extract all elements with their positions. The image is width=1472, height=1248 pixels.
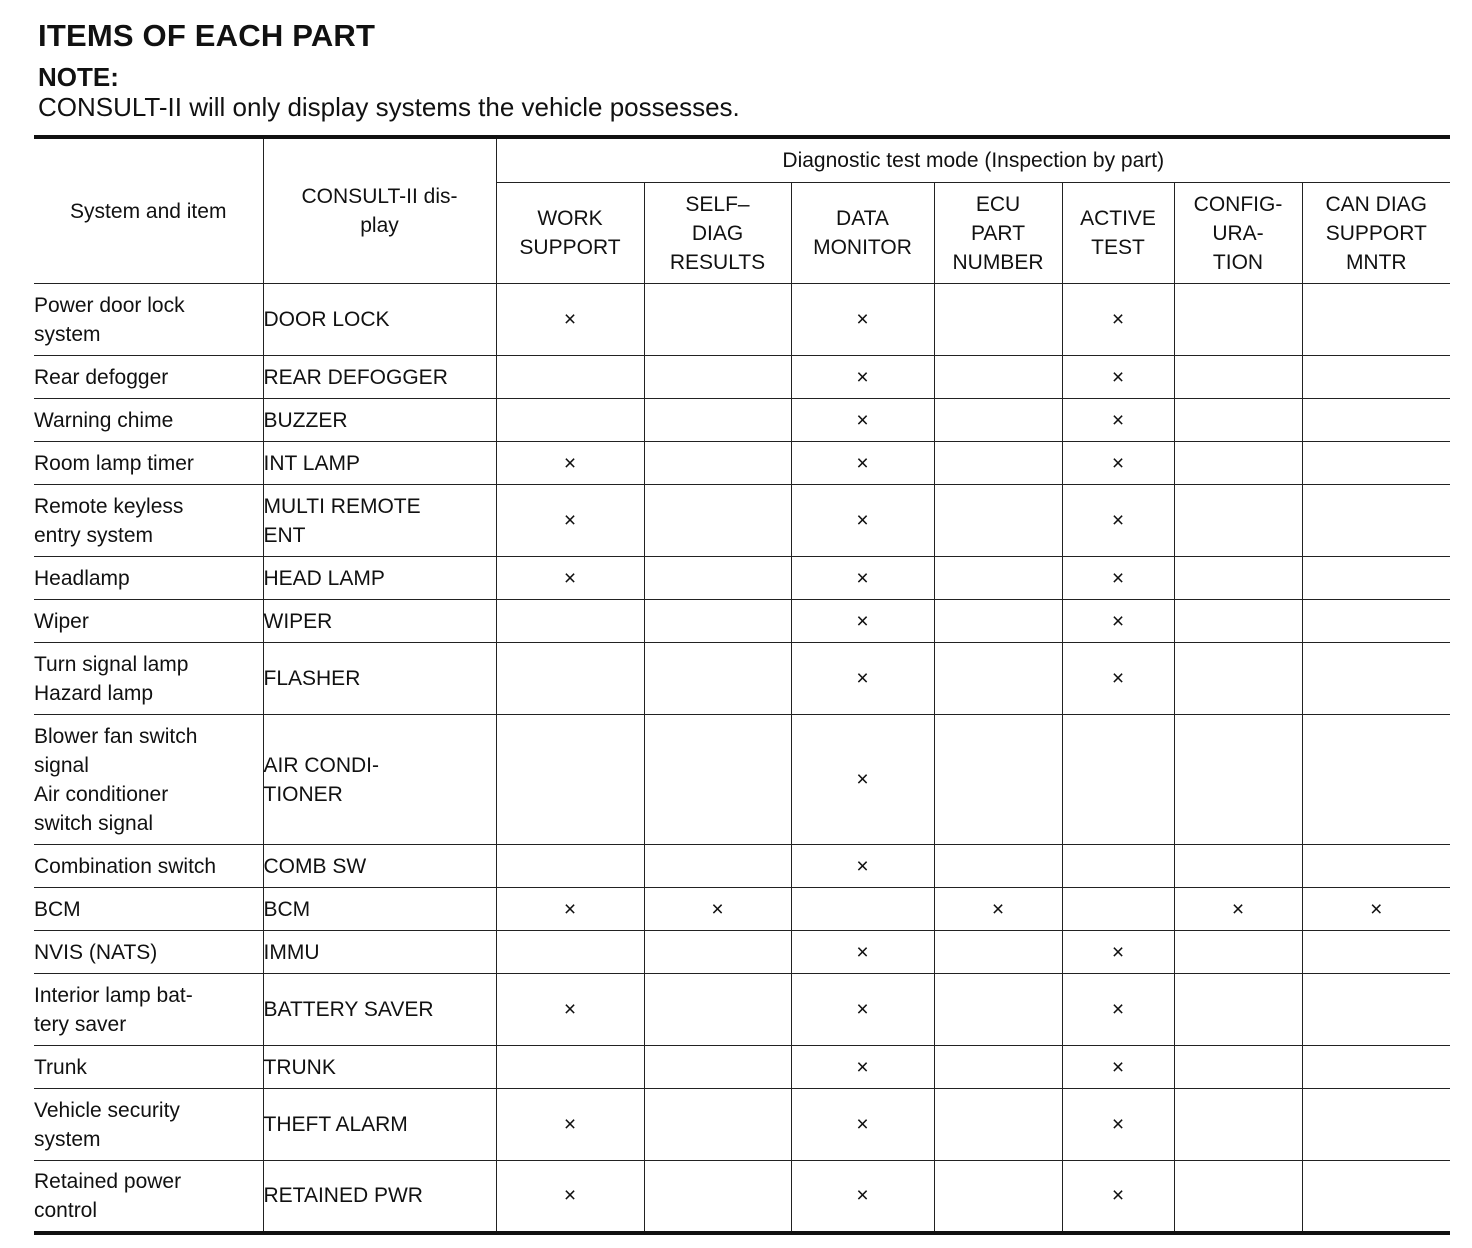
check-mark: × bbox=[991, 897, 1005, 921]
mode-cell-work-support bbox=[496, 399, 644, 442]
check-mark: × bbox=[1111, 998, 1125, 1021]
header-mode-line: SELF– bbox=[685, 192, 750, 216]
mode-cell-data-monitor bbox=[791, 888, 934, 931]
check-mark: × bbox=[856, 609, 869, 633]
header-mode-active-test bbox=[1062, 183, 1174, 284]
system-item-line: Combination switch bbox=[34, 854, 217, 878]
mode-cell-configuration bbox=[1174, 399, 1302, 442]
mode-cell-data-monitor bbox=[791, 1046, 934, 1089]
mode-cell-self-diag-results bbox=[644, 485, 791, 557]
mode-cell-configuration bbox=[1174, 1089, 1302, 1161]
mode-cell-self-diag-results bbox=[644, 715, 791, 845]
header-mode-line: PART bbox=[970, 221, 1026, 245]
check-mark: × bbox=[1111, 940, 1125, 964]
mode-cell-self-diag-results bbox=[644, 284, 791, 356]
mode-cell-active-test bbox=[1062, 399, 1174, 442]
check-mark: × bbox=[856, 408, 869, 432]
mode-cell-can-diag-support-mntr bbox=[1302, 356, 1450, 399]
mode-cell-active-test bbox=[1062, 442, 1174, 485]
mode-cell-work-support bbox=[496, 643, 644, 715]
header-mode-line: URA- bbox=[1212, 221, 1264, 245]
system-item-line: Rear defogger bbox=[34, 365, 169, 389]
system-item-cell bbox=[34, 1089, 263, 1161]
system-item-line: Retained power bbox=[34, 1169, 182, 1193]
header-mode-line: DIAG bbox=[691, 221, 744, 245]
mode-cell-ecu-part-number bbox=[934, 715, 1062, 845]
consult-display-line: AIR CONDI- bbox=[263, 753, 379, 777]
header-consult-display bbox=[263, 137, 496, 284]
check-mark: × bbox=[563, 1113, 577, 1136]
header-consult-display-line: play bbox=[360, 214, 399, 237]
header-mode-line: SUPPORT bbox=[1325, 221, 1427, 245]
mode-cell-active-test bbox=[1062, 1046, 1174, 1089]
consult-display-cell bbox=[263, 643, 496, 715]
consult-display-cell bbox=[263, 1161, 496, 1233]
check-mark: × bbox=[856, 854, 869, 878]
system-item-line: Interior lamp bat- bbox=[34, 983, 193, 1007]
mode-cell-self-diag-results bbox=[644, 356, 791, 399]
header-mode-line: MNTR bbox=[1345, 250, 1407, 274]
consult-display-cell bbox=[263, 931, 496, 974]
mode-cell-work-support bbox=[496, 284, 644, 356]
header-mode-data-monitor bbox=[791, 183, 934, 284]
consult-display-cell bbox=[263, 399, 496, 442]
mode-cell-can-diag-support-mntr bbox=[1302, 974, 1450, 1046]
mode-cell-configuration bbox=[1174, 845, 1302, 888]
mode-cell-self-diag-results bbox=[644, 643, 791, 715]
table-row bbox=[34, 356, 1450, 399]
mode-cell-self-diag-results bbox=[644, 600, 791, 643]
header-mode-line: SUPPORT bbox=[519, 236, 621, 259]
mode-cell-can-diag-support-mntr bbox=[1302, 399, 1450, 442]
check-mark: × bbox=[563, 998, 577, 1021]
check-mark: × bbox=[856, 667, 869, 690]
consult-display-line: TRUNK bbox=[263, 1055, 336, 1079]
consult-display-cell bbox=[263, 485, 496, 557]
system-item-cell bbox=[34, 399, 263, 442]
header-mode-ecu-part-number bbox=[934, 183, 1062, 284]
system-item-line: Warning chime bbox=[34, 408, 174, 432]
check-mark: × bbox=[563, 451, 577, 475]
mode-cell-data-monitor bbox=[791, 557, 934, 600]
check-mark: × bbox=[563, 566, 577, 590]
system-item-cell bbox=[34, 643, 263, 715]
header-mode-line: WORK bbox=[537, 207, 603, 230]
mode-cell-configuration bbox=[1174, 643, 1302, 715]
mode-cell-can-diag-support-mntr bbox=[1302, 1089, 1450, 1161]
mode-cell-ecu-part-number bbox=[934, 356, 1062, 399]
mode-cell-work-support bbox=[496, 557, 644, 600]
mode-cell-configuration bbox=[1174, 715, 1302, 845]
system-item-line: Turn signal lamp bbox=[34, 652, 189, 676]
mode-cell-ecu-part-number bbox=[934, 1046, 1062, 1089]
mode-cell-data-monitor bbox=[791, 442, 934, 485]
system-item-line: NVIS (NATS) bbox=[34, 940, 158, 964]
mode-cell-can-diag-support-mntr bbox=[1302, 442, 1450, 485]
mode-cell-can-diag-support-mntr bbox=[1302, 485, 1450, 557]
check-mark: × bbox=[856, 365, 869, 389]
mode-cell-active-test bbox=[1062, 931, 1174, 974]
mode-cell-self-diag-results bbox=[644, 1089, 791, 1161]
mode-cell-work-support bbox=[496, 600, 644, 643]
check-mark: × bbox=[1111, 408, 1125, 432]
mode-cell-active-test bbox=[1062, 600, 1174, 643]
mode-cell-active-test bbox=[1062, 485, 1174, 557]
check-mark: × bbox=[1111, 1113, 1125, 1136]
consult-display-line: INT LAMP bbox=[263, 451, 360, 475]
consult-display-cell bbox=[263, 600, 496, 643]
mode-cell-active-test bbox=[1062, 643, 1174, 715]
header-mode-line: RESULTS bbox=[669, 250, 766, 274]
system-item-line: control bbox=[34, 1198, 98, 1222]
check-mark: × bbox=[856, 308, 869, 331]
system-item-cell bbox=[34, 284, 263, 356]
consult-display-cell bbox=[263, 1046, 496, 1089]
mode-cell-ecu-part-number bbox=[934, 643, 1062, 715]
mode-cell-work-support bbox=[496, 485, 644, 557]
mode-cell-self-diag-results bbox=[644, 845, 791, 888]
mode-cell-ecu-part-number bbox=[934, 485, 1062, 557]
consult-display-line: BUZZER bbox=[263, 408, 348, 432]
header-mode-work-support bbox=[496, 183, 644, 284]
check-mark: × bbox=[1111, 308, 1125, 331]
mode-cell-active-test bbox=[1062, 1089, 1174, 1161]
system-item-line: signal bbox=[34, 753, 89, 777]
header-mode-line: MONITOR bbox=[813, 236, 912, 259]
system-item-line: Remote keyless bbox=[34, 494, 184, 518]
consult-display-cell bbox=[263, 284, 496, 356]
system-item-line: Room lamp timer bbox=[34, 451, 194, 475]
mode-cell-can-diag-support-mntr bbox=[1302, 931, 1450, 974]
mode-cell-data-monitor bbox=[791, 485, 934, 557]
mode-cell-configuration bbox=[1174, 442, 1302, 485]
mode-cell-ecu-part-number bbox=[934, 888, 1062, 931]
mode-cell-work-support bbox=[496, 931, 644, 974]
mode-cell-work-support bbox=[496, 974, 644, 1046]
system-item-line: Power door lock bbox=[34, 293, 185, 317]
mode-cell-active-test bbox=[1062, 845, 1174, 888]
table-body bbox=[34, 284, 1450, 1233]
mode-cell-configuration bbox=[1174, 974, 1302, 1046]
table-row bbox=[34, 442, 1450, 485]
table-row bbox=[34, 931, 1450, 974]
consult-display-cell bbox=[263, 557, 496, 600]
mode-cell-self-diag-results bbox=[644, 1046, 791, 1089]
system-item-line: Blower fan switch bbox=[34, 724, 198, 748]
mode-cell-can-diag-support-mntr bbox=[1302, 557, 1450, 600]
page-title: ITEMS OF EACH PART bbox=[38, 18, 376, 53]
system-item-cell bbox=[34, 715, 263, 845]
system-item-line: system bbox=[34, 322, 101, 346]
mode-cell-self-diag-results bbox=[644, 931, 791, 974]
system-item-line: Trunk bbox=[34, 1055, 87, 1079]
consult-display-line: BATTERY SAVER bbox=[263, 998, 434, 1021]
mode-cell-active-test bbox=[1062, 974, 1174, 1046]
mode-cell-data-monitor bbox=[791, 1089, 934, 1161]
check-mark: × bbox=[1111, 667, 1125, 690]
header-system-and-item: System and item bbox=[34, 137, 263, 284]
table-row bbox=[34, 974, 1450, 1046]
system-item-cell bbox=[34, 845, 263, 888]
header-mode-line: TION bbox=[1212, 250, 1264, 274]
mode-cell-configuration bbox=[1174, 888, 1302, 931]
mode-cell-data-monitor bbox=[791, 845, 934, 888]
mode-cell-data-monitor bbox=[791, 600, 934, 643]
mode-cell-work-support bbox=[496, 888, 644, 931]
check-mark: × bbox=[1111, 609, 1125, 633]
system-item-cell bbox=[34, 931, 263, 974]
table-row bbox=[34, 845, 1450, 888]
header-mode-line: DATA bbox=[836, 207, 889, 230]
check-mark: × bbox=[856, 940, 869, 964]
system-item-cell bbox=[34, 600, 263, 643]
mode-cell-can-diag-support-mntr bbox=[1302, 643, 1450, 715]
header-mode-line: TEST bbox=[1091, 236, 1145, 259]
system-item-line: switch signal bbox=[34, 811, 154, 835]
mode-cell-active-test bbox=[1062, 284, 1174, 356]
header-mode-can-diag-support-mntr bbox=[1302, 183, 1450, 284]
mode-cell-data-monitor bbox=[791, 643, 934, 715]
mode-cell-data-monitor bbox=[791, 284, 934, 356]
mode-cell-configuration bbox=[1174, 284, 1302, 356]
header-mode-configuration bbox=[1174, 183, 1302, 284]
note-text: CONSULT-II will only display systems the vehicle possesses. bbox=[38, 92, 740, 122]
check-mark: × bbox=[563, 1184, 577, 1208]
table-row bbox=[34, 888, 1450, 931]
check-mark: × bbox=[856, 451, 869, 475]
check-mark: × bbox=[1231, 897, 1245, 921]
mode-cell-ecu-part-number bbox=[934, 1161, 1062, 1233]
mode-cell-ecu-part-number bbox=[934, 600, 1062, 643]
check-mark: × bbox=[856, 1184, 869, 1208]
consult-display-line: RETAINED PWR bbox=[263, 1184, 423, 1208]
check-mark: × bbox=[1111, 1184, 1125, 1208]
system-item-cell bbox=[34, 356, 263, 399]
mode-cell-data-monitor bbox=[791, 399, 934, 442]
system-item-line: Headlamp bbox=[34, 566, 130, 590]
mode-cell-configuration bbox=[1174, 485, 1302, 557]
mode-cell-data-monitor bbox=[791, 356, 934, 399]
consult-display-line: BCM bbox=[263, 897, 311, 921]
check-mark: × bbox=[856, 768, 869, 791]
mode-cell-ecu-part-number bbox=[934, 442, 1062, 485]
system-item-line: BCM bbox=[34, 897, 81, 921]
header-consult-display-line: CONSULT-II dis- bbox=[301, 185, 458, 208]
consult-display-line: COMB SW bbox=[263, 854, 367, 878]
system-item-cell bbox=[34, 557, 263, 600]
system-item-cell bbox=[34, 442, 263, 485]
mode-cell-self-diag-results bbox=[644, 888, 791, 931]
check-mark: × bbox=[1111, 509, 1125, 532]
items-table bbox=[34, 135, 1450, 1235]
mode-cell-configuration bbox=[1174, 931, 1302, 974]
header-mode-self-diag-results bbox=[644, 183, 791, 284]
mode-cell-active-test bbox=[1062, 888, 1174, 931]
consult-display-line: HEAD LAMP bbox=[263, 566, 385, 590]
system-item-line: system bbox=[34, 1127, 101, 1151]
check-mark: × bbox=[1111, 365, 1125, 389]
consult-display-line: TIONER bbox=[263, 782, 343, 806]
system-item-line: Air conditioner bbox=[34, 782, 169, 806]
mode-cell-ecu-part-number bbox=[934, 974, 1062, 1046]
mode-cell-ecu-part-number bbox=[934, 557, 1062, 600]
mode-cell-self-diag-results bbox=[644, 399, 791, 442]
mode-cell-work-support bbox=[496, 1046, 644, 1089]
mode-cell-self-diag-results bbox=[644, 974, 791, 1046]
system-item-cell bbox=[34, 1161, 263, 1233]
system-item-cell bbox=[34, 485, 263, 557]
check-mark: × bbox=[563, 897, 577, 921]
mode-cell-ecu-part-number bbox=[934, 1089, 1062, 1161]
system-item-cell bbox=[34, 1046, 263, 1089]
table-row bbox=[34, 715, 1450, 845]
consult-display-line: REAR DEFOGGER bbox=[263, 365, 448, 389]
consult-display-line: WIPER bbox=[263, 609, 333, 633]
consult-display-line: MULTI REMOTE bbox=[263, 494, 421, 518]
consult-display-cell bbox=[263, 442, 496, 485]
system-item-cell bbox=[34, 974, 263, 1046]
mode-cell-can-diag-support-mntr bbox=[1302, 1046, 1450, 1089]
consult-display-cell bbox=[263, 888, 496, 931]
mode-cell-self-diag-results bbox=[644, 557, 791, 600]
mode-cell-work-support bbox=[496, 1089, 644, 1161]
consult-display-line: IMMU bbox=[263, 940, 320, 964]
mode-cell-can-diag-support-mntr bbox=[1302, 284, 1450, 356]
mode-cell-data-monitor bbox=[791, 974, 934, 1046]
table-row bbox=[34, 557, 1450, 600]
mode-cell-self-diag-results bbox=[644, 442, 791, 485]
check-mark: × bbox=[563, 308, 577, 331]
table-row bbox=[34, 1046, 1450, 1089]
mode-cell-work-support bbox=[496, 442, 644, 485]
mode-cell-configuration bbox=[1174, 600, 1302, 643]
header-mode-line: ECU bbox=[975, 192, 1021, 216]
mode-cell-configuration bbox=[1174, 557, 1302, 600]
check-mark: × bbox=[856, 998, 869, 1021]
mode-cell-active-test bbox=[1062, 356, 1174, 399]
mode-cell-self-diag-results bbox=[644, 1161, 791, 1233]
table-row bbox=[34, 399, 1450, 442]
consult-display-cell bbox=[263, 974, 496, 1046]
mode-cell-configuration bbox=[1174, 356, 1302, 399]
system-item-line: Vehicle security bbox=[34, 1098, 180, 1122]
header-mode-line: CAN DIAG bbox=[1325, 192, 1428, 216]
system-item-line: Hazard lamp bbox=[34, 681, 154, 705]
consult-display-line: THEFT ALARM bbox=[263, 1113, 408, 1136]
mode-cell-ecu-part-number bbox=[934, 284, 1062, 356]
system-item-line: tery saver bbox=[34, 1012, 127, 1036]
mode-cell-configuration bbox=[1174, 1046, 1302, 1089]
system-item-line: Wiper bbox=[34, 609, 89, 633]
mode-cell-can-diag-support-mntr bbox=[1302, 600, 1450, 643]
table-row bbox=[34, 284, 1450, 356]
table-row bbox=[34, 1161, 1450, 1233]
check-mark: × bbox=[856, 566, 869, 590]
system-item-cell bbox=[34, 888, 263, 931]
mode-cell-data-monitor bbox=[791, 1161, 934, 1233]
mode-cell-active-test bbox=[1062, 715, 1174, 845]
mode-cell-active-test bbox=[1062, 557, 1174, 600]
consult-display-cell bbox=[263, 715, 496, 845]
check-mark: × bbox=[711, 897, 724, 921]
mode-cell-work-support bbox=[496, 1161, 644, 1233]
check-mark: × bbox=[856, 509, 869, 532]
table-row bbox=[34, 485, 1450, 557]
consult-display-cell bbox=[263, 356, 496, 399]
header-mode-line: CONFIG- bbox=[1193, 192, 1283, 216]
check-mark: × bbox=[856, 1113, 869, 1136]
mode-cell-can-diag-support-mntr bbox=[1302, 888, 1450, 931]
mode-cell-work-support bbox=[496, 715, 644, 845]
note-label: NOTE: bbox=[38, 62, 119, 92]
table-header bbox=[34, 137, 1450, 284]
mode-cell-data-monitor bbox=[791, 715, 934, 845]
consult-display-line: FLASHER bbox=[263, 667, 361, 690]
header-mode-line: NUMBER bbox=[952, 250, 1044, 274]
system-item-line: entry system bbox=[34, 523, 154, 547]
mode-cell-can-diag-support-mntr bbox=[1302, 845, 1450, 888]
table-row bbox=[34, 600, 1450, 643]
table-row bbox=[34, 1089, 1450, 1161]
mode-cell-active-test bbox=[1062, 1161, 1174, 1233]
mode-cell-ecu-part-number bbox=[934, 845, 1062, 888]
mode-cell-work-support bbox=[496, 845, 644, 888]
consult-display-cell bbox=[263, 1089, 496, 1161]
check-mark: × bbox=[563, 509, 577, 532]
mode-cell-can-diag-support-mntr bbox=[1302, 715, 1450, 845]
consult-display-line: DOOR LOCK bbox=[263, 308, 390, 331]
header-diagnostic-test-mode: Diagnostic test mode (Inspection by part) bbox=[496, 137, 1450, 183]
mode-cell-configuration bbox=[1174, 1161, 1302, 1233]
check-mark: × bbox=[856, 1055, 869, 1079]
check-mark: × bbox=[1370, 897, 1383, 921]
header-mode-line: ACTIVE bbox=[1080, 207, 1156, 230]
mode-cell-can-diag-support-mntr bbox=[1302, 1161, 1450, 1233]
mode-cell-ecu-part-number bbox=[934, 931, 1062, 974]
mode-cell-data-monitor bbox=[791, 931, 934, 974]
check-mark: × bbox=[1111, 451, 1125, 475]
mode-cell-ecu-part-number bbox=[934, 399, 1062, 442]
mode-cell-work-support bbox=[496, 356, 644, 399]
consult-display-line: ENT bbox=[263, 523, 306, 547]
check-mark: × bbox=[1111, 566, 1125, 590]
consult-display-cell bbox=[263, 845, 496, 888]
table-row bbox=[34, 643, 1450, 715]
check-mark: × bbox=[1111, 1055, 1125, 1079]
